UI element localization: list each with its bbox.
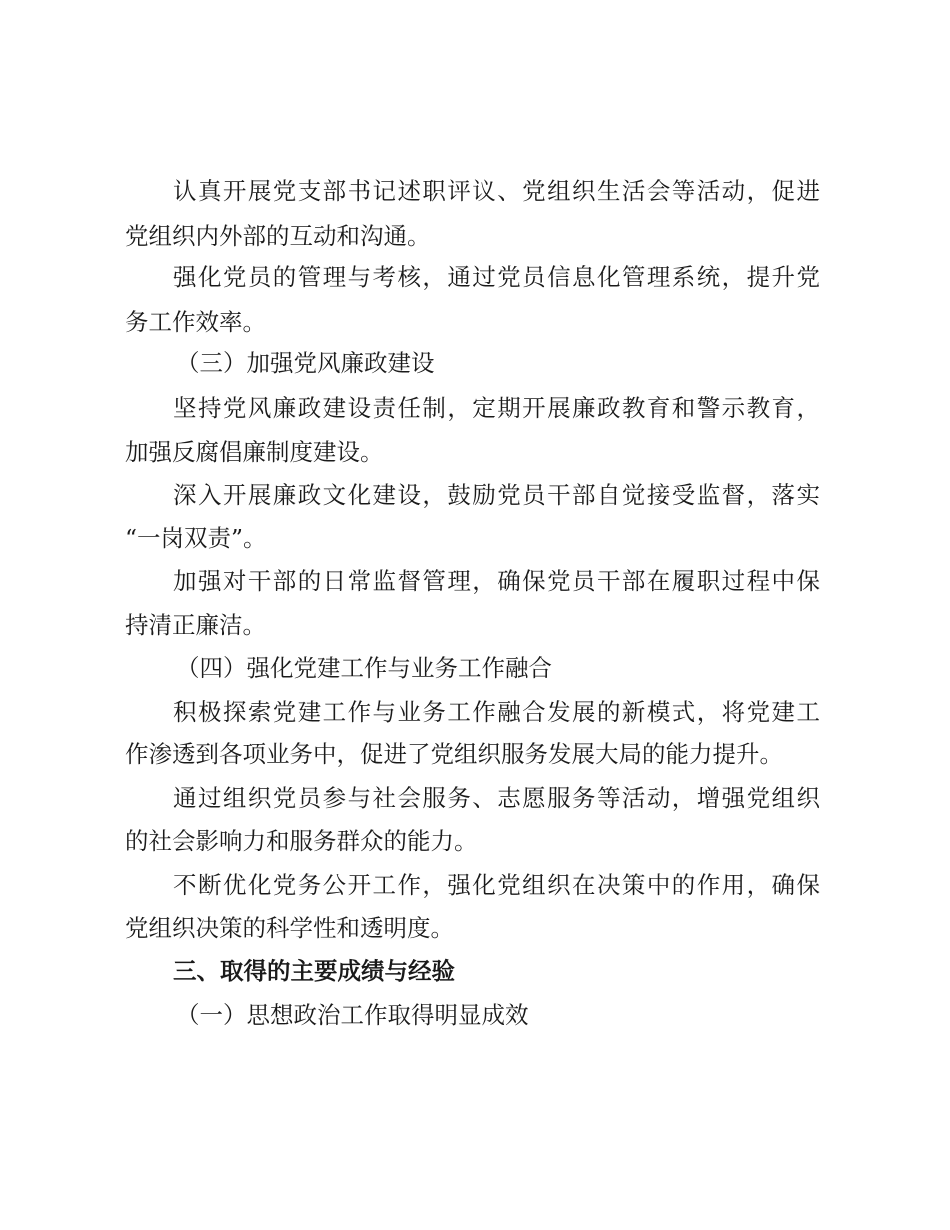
subsection-heading: （三）加强党风廉政建设 [176, 349, 435, 377]
paragraph-line: 党组织内外部的互动和沟通。 [125, 222, 431, 250]
paragraph-line: 的社会影响力和服务群众的能力。 [125, 827, 478, 855]
subsection-heading: （四）强化党建工作与业务工作融合 [176, 654, 552, 682]
paragraph-line: 作渗透到各项业务中，促进了党组织服务发展大局的能力提升。 [125, 740, 783, 768]
paragraph-line: 加强反腐倡廉制度建设。 [125, 438, 384, 466]
paragraph-line: 党组织决策的科学性和透明度。 [125, 914, 454, 942]
paragraph-line: 不断优化党务公开工作，强化党组织在决策中的作用，确保 [173, 871, 820, 899]
paragraph-line: 认真开展党支部书记述职评议、党组织生活会等活动，促进 [173, 177, 820, 205]
paragraph-line: 务工作效率。 [125, 308, 266, 336]
paragraph-line: 持清正廉洁。 [125, 611, 266, 639]
paragraph-line: 深入开展廉政文化建设，鼓励党员干部自觉接受监督，落实 [173, 481, 820, 509]
paragraph-line: 加强对干部的日常监督管理，确保党员干部在履职过程中保 [173, 567, 820, 595]
paragraph-line: “一岗双责”。 [125, 524, 267, 552]
paragraph-line: 通过组织党员参与社会服务、志愿服务等活动，增强党组织 [173, 784, 820, 812]
paragraph-line: 坚持党风廉政建设责任制，定期开展廉政教育和警示教育， [173, 394, 820, 422]
subsection-heading: （一）思想政治工作取得明显成效 [176, 1001, 529, 1029]
section-heading: 三、取得的主要成绩与经验 [173, 957, 455, 985]
paragraph-line: 积极探索党建工作与业务工作融合发展的新模式，将党建工 [173, 698, 820, 726]
paragraph-line: 强化党员的管理与考核，通过党员信息化管理系统，提升党 [173, 263, 820, 291]
